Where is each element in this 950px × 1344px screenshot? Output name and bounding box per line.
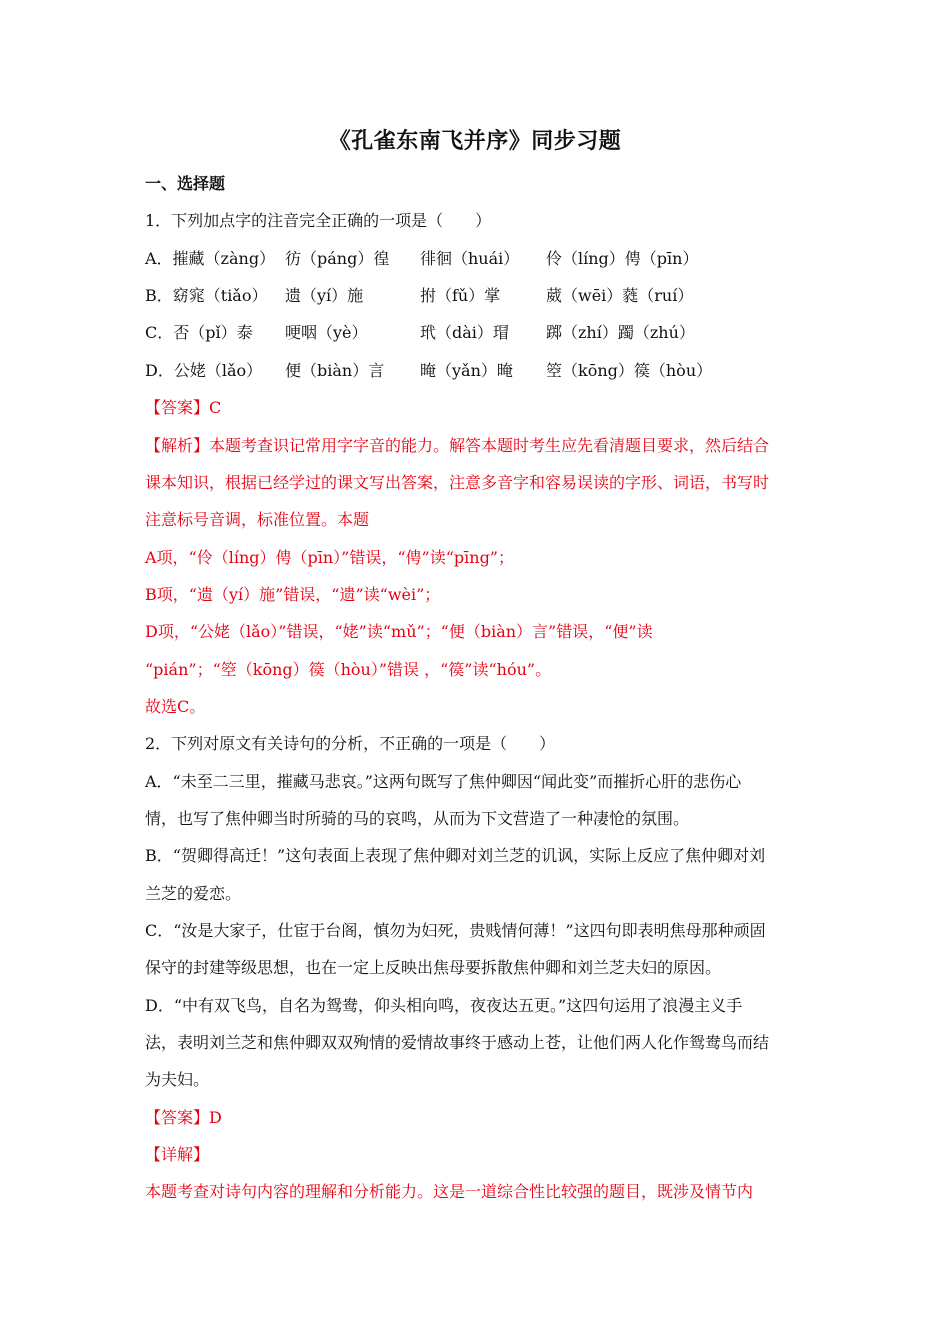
question-2-stem: 2．下列对原文有关诗句的分析，不正确的一项是（ ） xyxy=(145,734,556,753)
question-2-answer: 【答案】D xyxy=(145,1108,222,1127)
question-2-line: 法，表明刘兰芝和焦仲卿双双殉情的爱情故事终于感动上苍，让他们两人化作鸳鸯鸟而结 xyxy=(145,1033,770,1052)
question-1-option-d xyxy=(145,360,726,382)
option-cell: 徘徊（huái） xyxy=(420,249,520,268)
analysis-line: “pián”；“箜（kōng）篌（hòu）”错误 ，“篌”读“hóu”。 xyxy=(145,660,552,679)
question-1-option-c xyxy=(145,322,726,344)
option-cell: C．否（pǐ）泰 xyxy=(145,323,253,342)
question-2-detail: 本题考查对诗句内容的理解和分析能力。这是一道综合性比较强的题目，既涉及情节内 xyxy=(145,1182,754,1201)
question-1-option-a xyxy=(145,248,726,270)
option-cell: 葳（wēi）蕤（ruí） xyxy=(546,286,694,305)
option-cell: 箜（kōng）篌（hòu） xyxy=(546,361,713,380)
question-2-line: 保守的封建等级思想，也在一定上反映出焦母要拆散焦仲卿和刘兰芝夫妇的原因。 xyxy=(145,958,722,977)
question-2-line: B．“贺卿得高迁！”这句表面上表现了焦仲卿对刘兰芝的讥讽，实际上反应了焦仲卿对刘 xyxy=(145,846,766,865)
option-cell: A．摧藏（zàng） xyxy=(145,249,276,268)
section-heading: 一、选择题 xyxy=(145,174,226,193)
option-cell: B．窈窕（tiǎo） xyxy=(145,286,268,305)
question-2-line: C．“汝是大家子，仕宦于台阁，慎勿为妇死，贵贱情何薄！”这四句即表明焦母那种顽固 xyxy=(145,921,766,940)
question-2-detail-label: 【详解】 xyxy=(145,1145,210,1164)
question-2-line: 为夫妇。 xyxy=(145,1070,210,1089)
option-cell: 踯（zhí）躅（zhú） xyxy=(546,323,695,342)
option-cell: 彷（páng）徨 xyxy=(285,249,390,268)
question-2-line: 情，也写了焦仲卿当时所骑的马的哀鸣，从而为下文营造了一种凄怆的氛围。 xyxy=(145,809,690,828)
question-1-stem: 1．下列加点字的注音完全正确的一项是（ ） xyxy=(145,211,492,230)
analysis-line: B项，“遗（yí）施”错误，“遗”读“wèi”； xyxy=(145,585,441,604)
option-cell: 伶（líng）俜（pīn） xyxy=(546,249,699,268)
question-1-option-b xyxy=(145,285,726,307)
option-cell: 哽咽（yè） xyxy=(285,323,368,342)
question-2-line: A．“未至二三里，摧藏马悲哀。”这两句既写了焦仲卿因“闻此变”而摧折心肝的悲伤心 xyxy=(145,772,742,791)
page-title: 《孔雀东南飞并序》同步习题 xyxy=(328,128,622,154)
option-cell: D．公姥（lǎo） xyxy=(145,361,263,380)
option-cell: 玳（dài）瑁 xyxy=(420,323,509,342)
analysis-line: D项，“公姥（lǎo）”错误，“姥”读“mǔ”；“便（biàn）言”错误，“便”读 xyxy=(145,622,653,641)
option-cell: 拊（fǔ）掌 xyxy=(420,286,501,305)
question-1-conclusion: 故选C。 xyxy=(145,697,206,716)
analysis-line: 课本知识，根据已经学过的课文写出答案，注意多音字和容易误读的字形、词语，书写时 xyxy=(145,473,770,492)
question-2-line: 兰芝的爱恋。 xyxy=(145,884,242,903)
analysis-line: 【解析】本题考查识记常用字字音的能力。解答本题时考生应先看清题目要求，然后结合 xyxy=(145,436,770,455)
question-2-line: D．“中有双飞鸟，自名为鸳鸯，仰头相向鸣，夜夜达五更。”这四句运用了浪漫主义手 xyxy=(145,996,743,1015)
option-cell: 遗（yí）施 xyxy=(285,286,364,305)
analysis-line: A项，“伶（líng）俜（pīn）”错误，“俜”读“pīng”； xyxy=(145,548,514,567)
option-cell: 便（biàn）言 xyxy=(285,361,385,380)
option-cell: 晻（yǎn）晻 xyxy=(420,361,513,380)
question-1-answer: 【答案】C xyxy=(145,398,222,417)
analysis-line: 注意标号音调，标准位置。本题 xyxy=(145,510,370,529)
